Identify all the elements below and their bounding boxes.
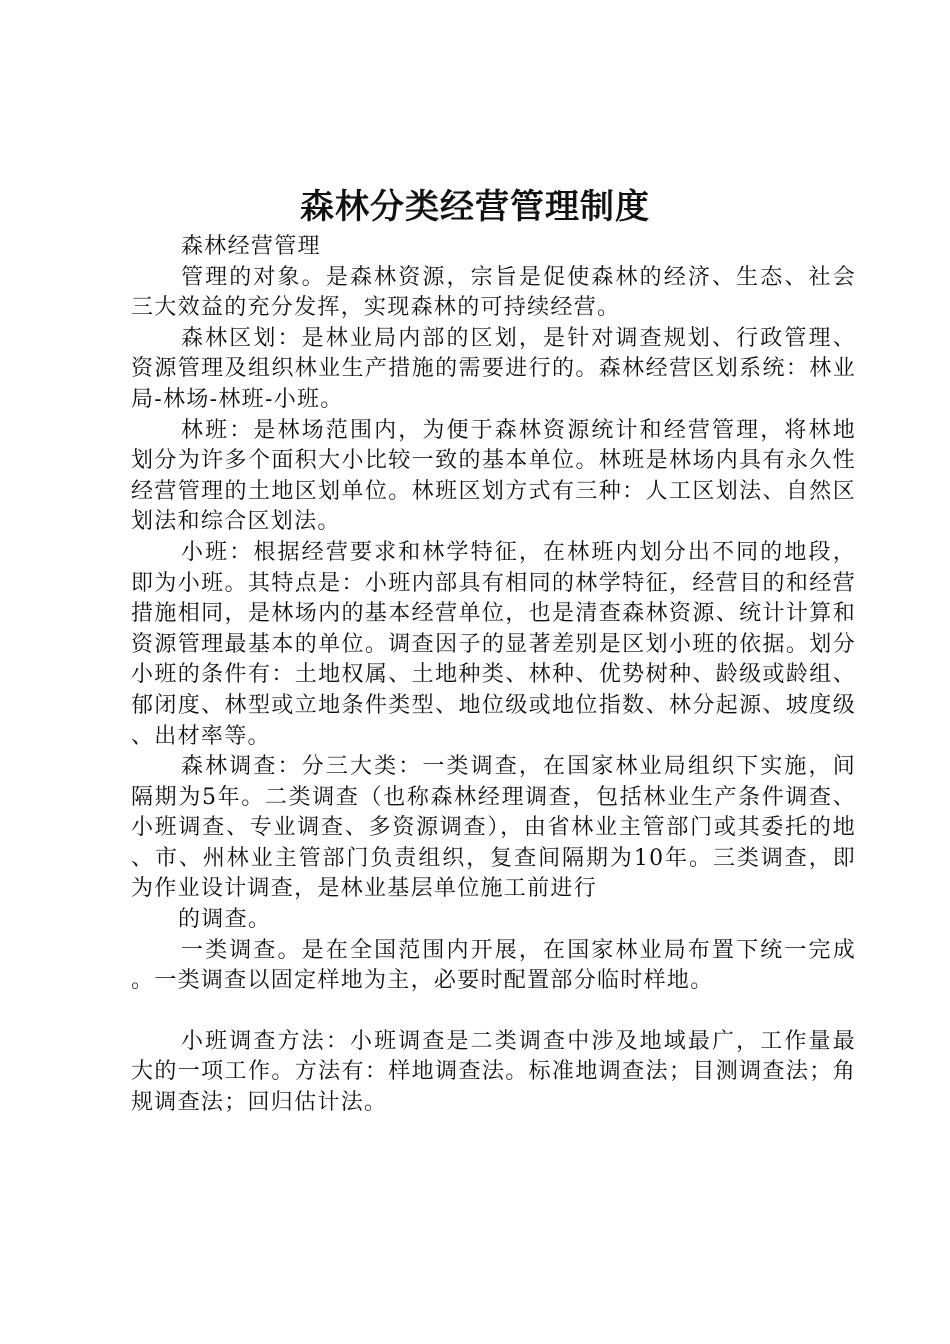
document-body xyxy=(131,232,856,1119)
paragraph-compartment: 林班：是林场范围内，为便于森林资源统计和经营管理，将林地划分为许多个面积大小比较一致的基本单位。林班是林场内具有永久性经营管理的土地区划单位。林班区划方式有三种：人工区划法、自然区划法和综合区划法。 xyxy=(131,417,856,535)
paragraph-forest-survey: 森林调查：分三大类：一类调查，在国家林业局组织下实施，间隔期为5年。二类调查（也称森林经理调查，包括林业生产条件调查、小班调查、专业调查、多资源调查），由省林业主管部门或其委托的地、市、州林业主管部门负责组织，复查间隔期为10年。三类调查，即为作业设计调查，是林业基层单位施工前进行 xyxy=(131,754,856,902)
document-title: 森林分类经营管理制度 xyxy=(300,187,650,227)
paragraph-sub-compartment: 小班：根据经营要求和林学特征，在林班内划分出不同的地段，即为小班。其特点是：小班内部具有相同的林学特征，经营目的和经营措施相同，是林场内的基本经营单位，也是清查森林资源、统计计算和资源管理最基本的单位。调查因子的显著差别是区划小班的依据。划分小班的条件有：土地权属、土地种类、林种、优势树种、龄级或龄组、郁闭度、林型或立地条件类型、地位级或地位指数、林分起源、坡度级、出材率等。 xyxy=(131,539,856,749)
paragraph-forest-zoning: 森林区划：是林业局内部的区划，是针对调查规划、行政管理、资源管理及组织林业生产措施的需要进行的。森林经营区划系统：林业局-林场-林班-小班。 xyxy=(131,325,856,412)
paragraph-spacer xyxy=(131,997,856,1027)
paragraph-heading: 森林经营管理 xyxy=(181,234,321,259)
paragraph-management-object: 管理的对象。是森林资源，宗旨是促使森林的经济、生态、社会三大效益的充分发挥，实现森林的可持续经营。 xyxy=(131,264,856,321)
paragraph-survey-continuation: 的调查。 xyxy=(178,907,272,933)
paragraph-survey-methods: 小班调查方法：小班调查是二类调查中涉及地域最广，工作量最大的一项工作。方法有：样地调查法。标准地调查法；目测调查法；角规调查法；回归估计法。 xyxy=(131,1028,856,1116)
paragraph-first-class-survey: 一类调查。是在全国范围内开展，在国家林业局布置下统一完成。一类调查以固定样地为主，必要时配置部分临时样地。 xyxy=(131,937,856,994)
